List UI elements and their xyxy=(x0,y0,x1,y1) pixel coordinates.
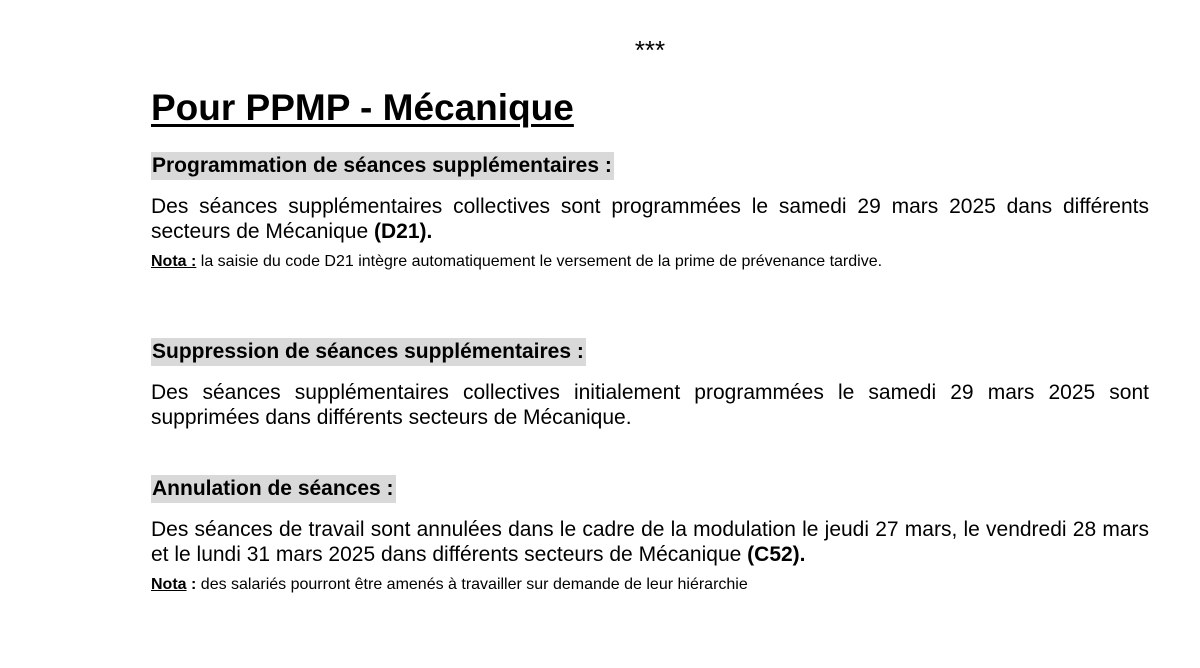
body-text: Des séances de travail sont annulées dans le cadre de la modulation le jeudi 27 mars, le vendredi 28 mars et le lundi 31 mars 2025 dans différents secteurs de Mécanique xyxy=(151,518,1149,566)
nota-text: la saisie du code D21 intègre automatiquement le versement de la prime de prévenance tardive. xyxy=(196,253,883,270)
section-heading: Annulation de séances : xyxy=(151,475,396,503)
section-body xyxy=(151,380,1149,430)
separator-asterisks: *** xyxy=(634,35,666,65)
section-heading: Programmation de séances supplémentaires : xyxy=(151,152,614,180)
section-suppression xyxy=(151,338,1149,430)
nota-label: Nota : xyxy=(151,253,197,270)
body-text: Des séances supplémentaires collectives initialement programmées le samedi 29 mars 2025 sont supprimées dans différents secteurs de Mécanique. xyxy=(151,381,1149,429)
body-code: (D21). xyxy=(373,220,433,243)
section-programmation xyxy=(151,152,1149,272)
body-code: (C52). xyxy=(747,543,806,566)
section-heading: Suppression de séances supplémentaires : xyxy=(151,338,586,366)
document-title: Pour PPMP - Mécanique xyxy=(151,87,574,128)
section-body xyxy=(151,194,1149,244)
nota-colon: : xyxy=(186,576,197,593)
nota-label: Nota xyxy=(151,576,187,593)
section-annulation xyxy=(151,475,1149,595)
nota xyxy=(151,575,1149,595)
nota xyxy=(151,252,1149,272)
nota-text: des salariés pourront être amenés à travailler sur demande de leur hiérarchie xyxy=(196,576,748,593)
body-text: Des séances supplémentaires collectives sont programmées le samedi 29 mars 2025 dans différents secteurs de Mécanique xyxy=(151,195,1149,243)
section-body xyxy=(151,517,1149,567)
